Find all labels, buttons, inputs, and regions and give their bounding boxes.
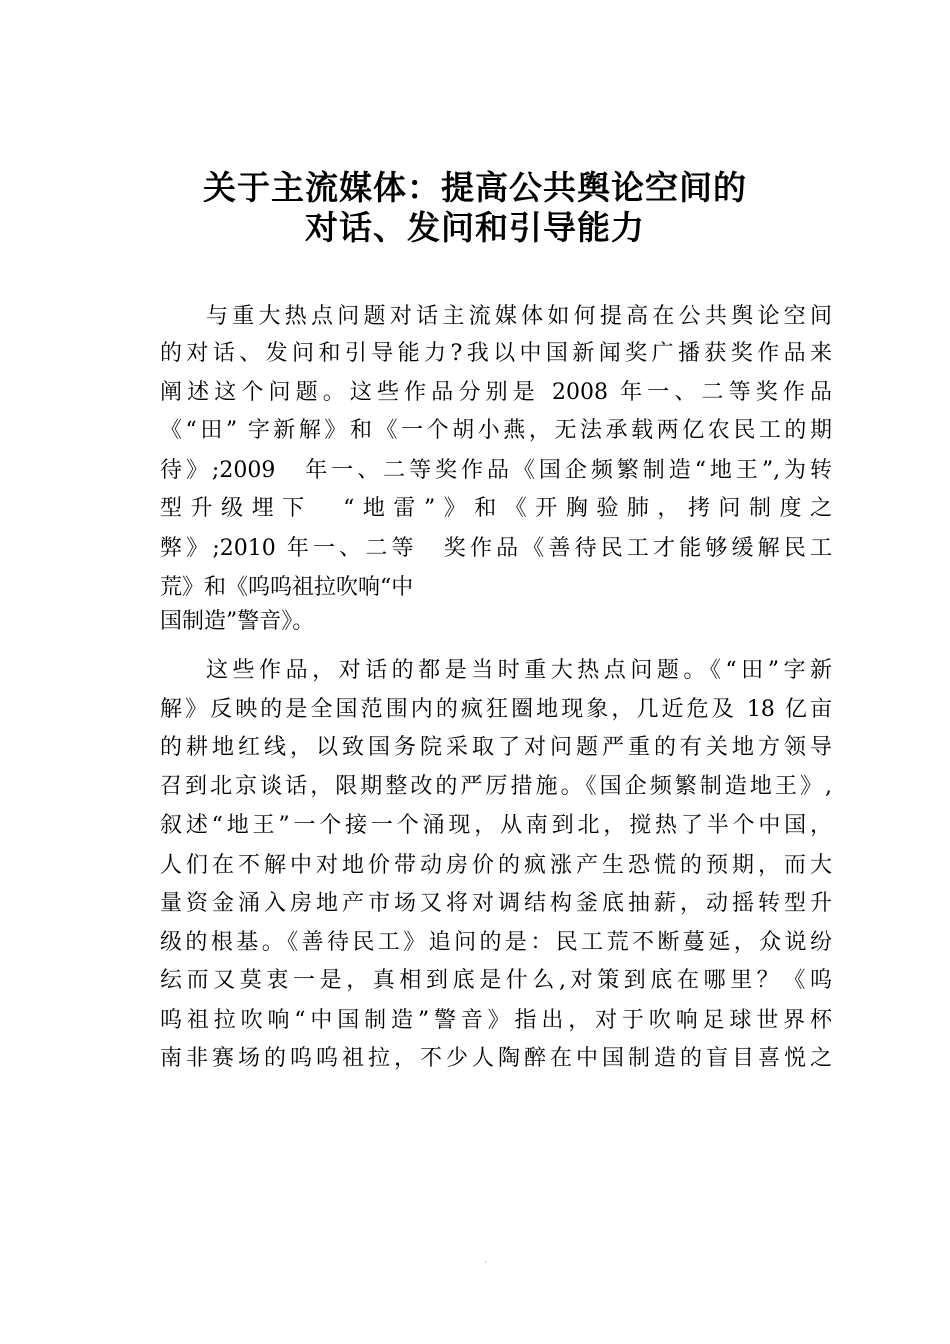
- paragraph-2-line: 人们在不解中对地价带动房价的疯涨产生恐慌的预期，而大: [160, 853, 832, 878]
- page-footer-mark: ·: [484, 1258, 487, 1268]
- paragraph-2-line: 呜祖拉吹响“中国制造”警音》指出，对于吹响足球世界杯: [160, 1008, 832, 1033]
- document-title-line-2: 对话、发问和引导能力: [305, 208, 645, 247]
- paragraph-2-line: 叙述“地王”一个接一个涌现，从南到北，搅热了半个中国，: [160, 813, 832, 838]
- paragraph-1-line: 待》;2009 年一、二等奖作品《国企频繁制造“地王”,为转: [160, 458, 832, 483]
- paragraph-2-line: 的耕地红线，以致国务院采取了对问题严重的有关地方领导: [160, 735, 832, 760]
- paragraph-1-line: 型升级埋下 “地雷”》和《开胸验肺，拷问制度之: [160, 496, 832, 521]
- paragraph-2-line: 量资金涌入房地产市场又将对调结构釜底抽薪，动摇转型升: [160, 891, 832, 916]
- paragraph-2-line: 级的根基。《善待民工》追问的是：民工荒不断蔓延，众说纷: [160, 930, 832, 955]
- paragraph-2-line: 解》反映的是全国范围内的疯狂圈地现象，几近危及 18 亿亩: [160, 697, 832, 722]
- paragraph-2-line: 南非赛场的呜呜祖拉，不少人陶醉在中国制造的盲目喜悦之: [160, 1046, 832, 1071]
- paragraph-1-line: 弊》;2010 年一、二等 奖作品《善待民工才能够缓解民工: [160, 536, 832, 561]
- paragraph-2-line: 纭而又莫衷一是，真相到底是什么,对策到底在哪里？《呜: [160, 968, 832, 993]
- paragraph-2-line: 召到北京谈话，限期整改的严厉措施。《国企频繁制造地王》,: [160, 774, 832, 799]
- paragraph-1-line: 的对话、发问和引导能力?我以中国新闻奖广播获奖作品来: [160, 341, 832, 366]
- paragraph-1-line: 荒》和《呜呜祖拉吹响“中: [160, 575, 414, 600]
- document-title-line-1: 关于主流媒体：提高公共舆论空间的: [203, 168, 747, 207]
- paragraph-1-line: 《“田” 字新解》和《一个胡小燕，无法承载两亿农民工的期: [160, 418, 832, 443]
- paragraph-1-line: 国制造”警音》。: [160, 609, 315, 634]
- paragraph-2-line: 这些作品，对话的都是当时重大热点问题。《“田”字新: [206, 658, 832, 683]
- paragraph-1-line: 与重大热点问题对话主流媒体如何提高在公共舆论空间: [206, 304, 832, 329]
- paragraph-1-line: 阐述这个问题。这些作品分别是 2008 年一、二等奖作品: [160, 380, 832, 405]
